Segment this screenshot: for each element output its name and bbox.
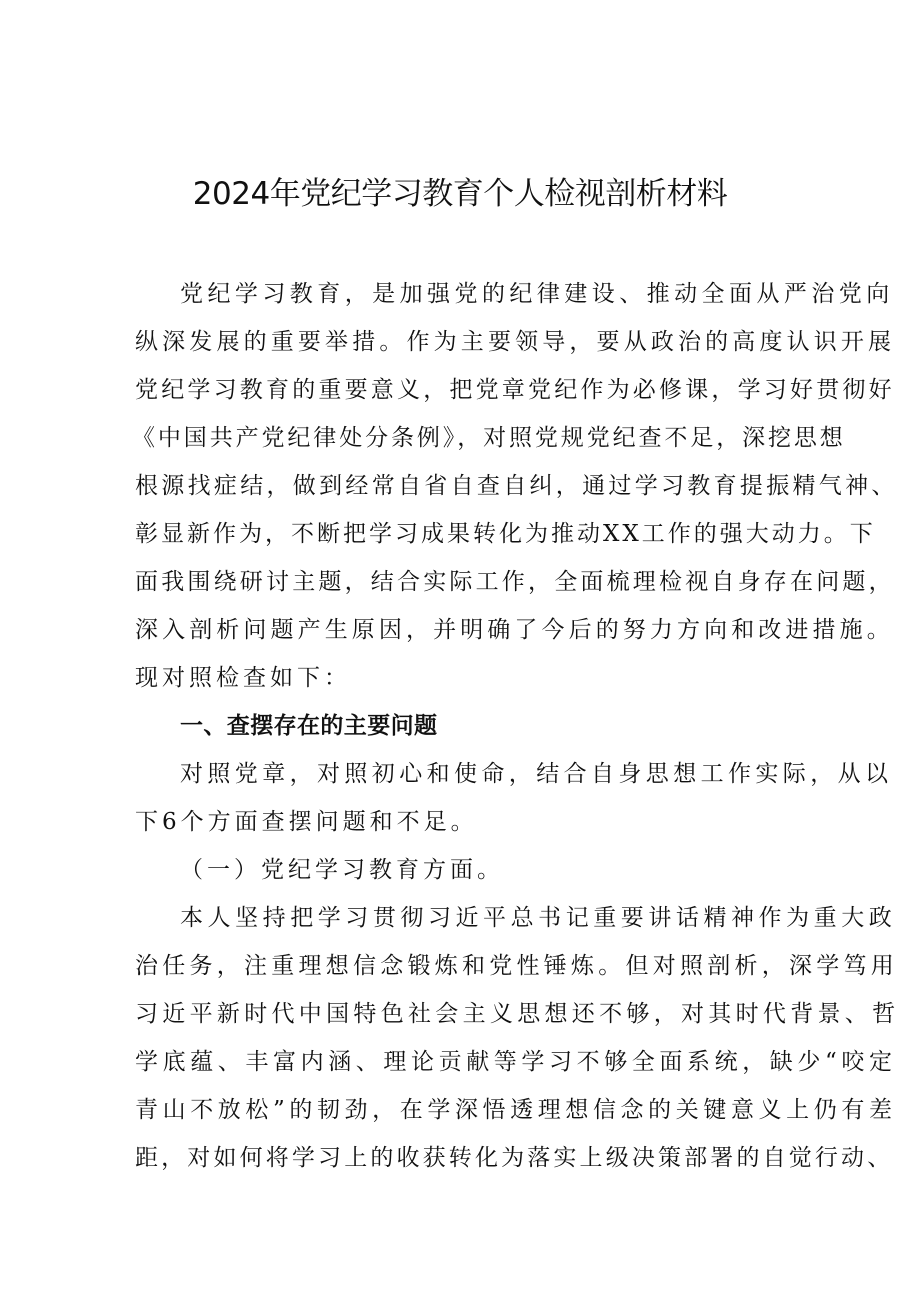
paragraph-line: 本人坚持把学习贯彻习近平总书记重要讲话精神作为重大政 bbox=[180, 905, 897, 931]
paragraph-line: 根源找症结，做到经常自省自查自纠，通过学习教育提振精气神、 bbox=[135, 473, 898, 499]
paragraph-line: 《中国共产党纪律处分条例》，对照党规党纪查不足，深挖思想 bbox=[132, 425, 846, 451]
paragraph-line: 纵深发展的重要举措。作为主要领导，要从政治的高度认识开展 bbox=[135, 329, 896, 355]
paragraph-line: 深入剖析问题产生原因，并明确了今后的努力方向和改进措施。 bbox=[135, 617, 894, 643]
paragraph-line: 习近平新时代中国特色社会主义思想还不够，对其时代背景、哲 bbox=[135, 1001, 900, 1027]
paragraph-line: 党纪学习教育，是加强党的纪律建设、推动全面从严治党向 bbox=[180, 281, 894, 307]
paragraph-line: 彰显新作为，不断把学习成果转化为推动XX工作的强大动力。下 bbox=[135, 521, 876, 547]
paragraph-line: 面我围绕研讨主题，结合实际工作，全面梳理检视自身存在问题， bbox=[135, 569, 895, 595]
paragraph-line: 治任务，注重理想信念锻炼和党性锤炼。但对照剖析，深学笃用 bbox=[135, 953, 898, 979]
paragraph-line: 下6个方面查摆问题和不足。 bbox=[135, 809, 478, 835]
section-heading: 一、查摆存在的主要问题 bbox=[180, 713, 438, 739]
subsection-heading: （一）党纪学习教育方面。 bbox=[180, 857, 504, 883]
paragraph-line: 距，对如何将学习上的收获转化为落实上级决策部署的自觉行动、 bbox=[135, 1145, 894, 1171]
paragraph-line: 对照党章，对照初心和使命，结合自身思想工作实际，从以 bbox=[180, 761, 893, 787]
paragraph-line: 青山不放松”的韧劲，在学深悟透理想信念的关键意义上仍有差 bbox=[135, 1097, 897, 1123]
document-title: 2024年党纪学习教育个人检视剖析材料 bbox=[192, 176, 728, 212]
paragraph-line: 学底蕴、丰富内涵、理论贡献等学习不够全面系统，缺少“咬定 bbox=[135, 1049, 897, 1075]
paragraph-line: 党纪学习教育的重要意义，把党章党纪作为必修课，学习好贯彻好 bbox=[135, 377, 895, 403]
paragraph-line: 现对照检查如下： bbox=[135, 665, 351, 691]
